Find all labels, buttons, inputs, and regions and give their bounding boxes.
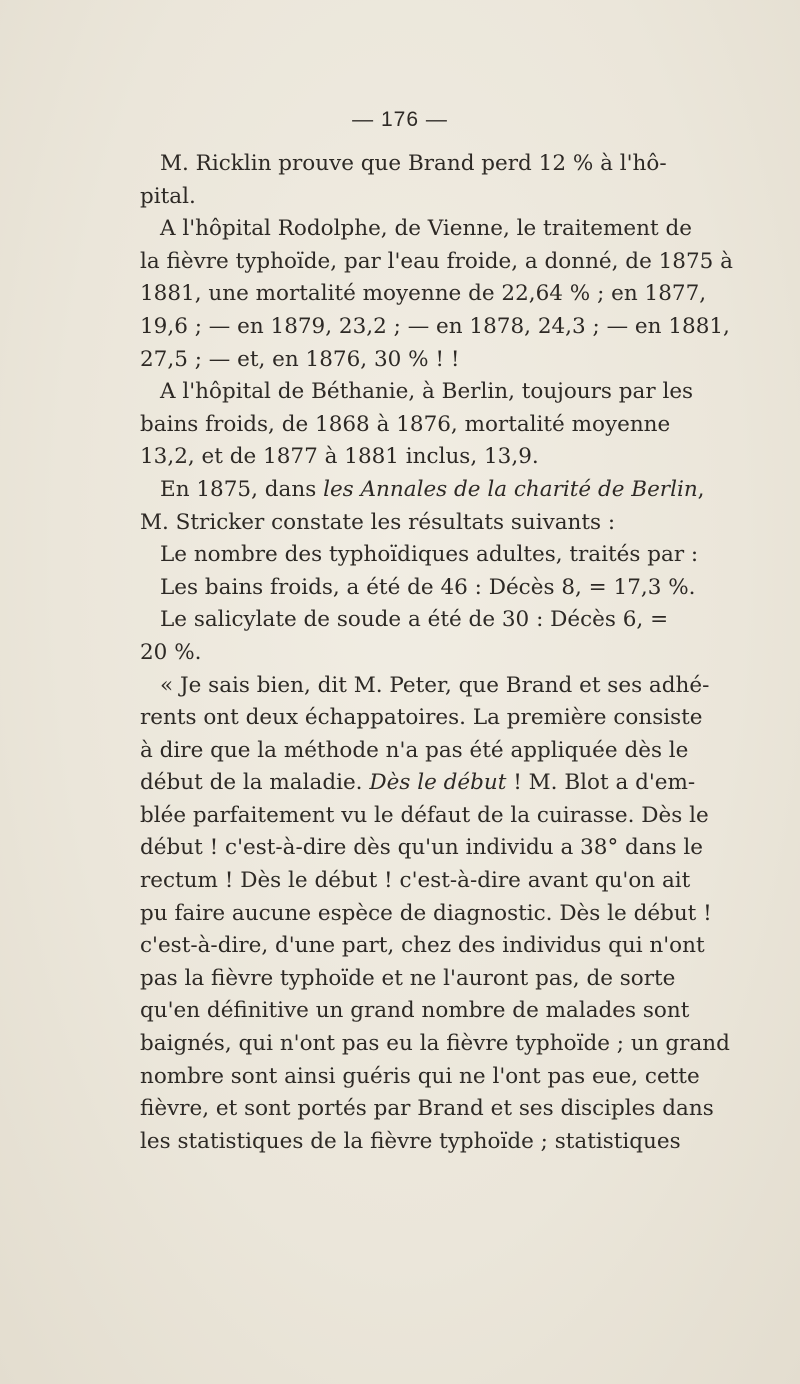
text-line: Les bains froids, a été de 46 : Décès 8, = 17,3 %. bbox=[160, 574, 696, 600]
text-segment: début de la maladie. bbox=[140, 770, 370, 796]
text-line: les statistiques de la fièvre typhoïde ; statistiques bbox=[140, 1128, 681, 1154]
text-line: c'est-à-dire, d'une part, chez des individus qui n'ont bbox=[140, 933, 705, 959]
paragraph-peter-quote bbox=[140, 670, 730, 1159]
text-segment: ! M. Blot a d'em- bbox=[506, 770, 696, 796]
text-line: bains froids, de 1868 à 1876, mortalité moyenne bbox=[140, 411, 671, 437]
text-line: fièvre, et sont portés par Brand et ses disciples dans bbox=[140, 1096, 714, 1122]
text-line: 27,5 ; — et, en 1876, 30 % ! ! bbox=[140, 346, 460, 372]
text-line: la fièvre typhoïde, par l'eau froide, a donné, de 1875 à bbox=[140, 248, 733, 274]
text-line bbox=[120, 767, 708, 800]
text-line: A l'hôpital de Béthanie, à Berlin, toujours par les bbox=[160, 379, 694, 405]
text-line: pas la fièvre typhoïde et ne l'auront pas, de sorte bbox=[140, 965, 676, 991]
paragraph-bains bbox=[140, 572, 708, 605]
text-segment: , bbox=[697, 476, 705, 502]
paragraph-bethanie bbox=[140, 376, 708, 474]
text-line: début ! c'est-à-dire dès qu'un individu a 38° dans le bbox=[140, 835, 703, 861]
italic-phrase: Dès le début bbox=[369, 770, 507, 796]
text-line: 19,6 ; — en 1879, 23,2 ; — en 1878, 24,3 ; — en 1881, bbox=[140, 313, 730, 339]
text-line: pu faire aucune espèce de diagnostic. Dès le début ! bbox=[140, 900, 712, 926]
text-line: « Je sais bien, dit M. Peter, que Brand et ses adhé- bbox=[160, 672, 710, 698]
paragraph-nombre bbox=[140, 539, 708, 572]
text-line: 20 %. bbox=[140, 639, 202, 665]
paragraph-rodolphe bbox=[140, 213, 733, 376]
text-line: à dire que la méthode n'a pas été appliquée dès le bbox=[140, 737, 689, 763]
body-text bbox=[140, 148, 733, 1158]
text-line: rents ont deux échappatoires. La première consiste bbox=[140, 705, 703, 731]
text-line: baignés, qui n'ont pas eu la fièvre typhoïde ; un grand bbox=[140, 1031, 730, 1057]
paragraph-ricklin bbox=[140, 148, 708, 213]
text-line: Le nombre des typhoïdiques adultes, traités par : bbox=[160, 542, 699, 568]
text-line: M. Ricklin prouve que Brand perd 12 % à l'hô- bbox=[160, 151, 667, 176]
paragraph-stricker bbox=[140, 474, 708, 539]
text-line: rectum ! Dès le début ! c'est-à-dire avant qu'on ait bbox=[140, 868, 691, 894]
text-line: blée parfaitement vu le défaut de la cuirasse. Dès le bbox=[140, 802, 709, 828]
text-segment: En 1875, dans bbox=[160, 476, 324, 502]
paragraph-salicylate bbox=[140, 604, 708, 669]
text-line: 1881, une mortalité moyenne de 22,64 % ; en 1877, bbox=[140, 281, 707, 307]
text-line: qu'en définitive un grand nombre de malades sont bbox=[140, 998, 690, 1024]
text-line: M. Stricker constate les résultats suivants : bbox=[140, 509, 616, 535]
text-line: 13,2, et de 1877 à 1881 inclus, 13,9. bbox=[140, 444, 539, 470]
text-line: nombre sont ainsi guéris qui ne l'ont pas eue, cette bbox=[140, 1063, 700, 1089]
text-line: A l'hôpital Rodolphe, de Vienne, le traitement de bbox=[160, 216, 692, 242]
italic-title: les Annales de la charité de Berlin bbox=[323, 476, 698, 502]
text-line: Le salicylate de soude a été de 30 : Décès 6, = bbox=[160, 607, 669, 633]
text-line bbox=[140, 474, 708, 507]
page-number: — 176 — bbox=[352, 108, 448, 131]
text-line: pital. bbox=[140, 183, 196, 209]
